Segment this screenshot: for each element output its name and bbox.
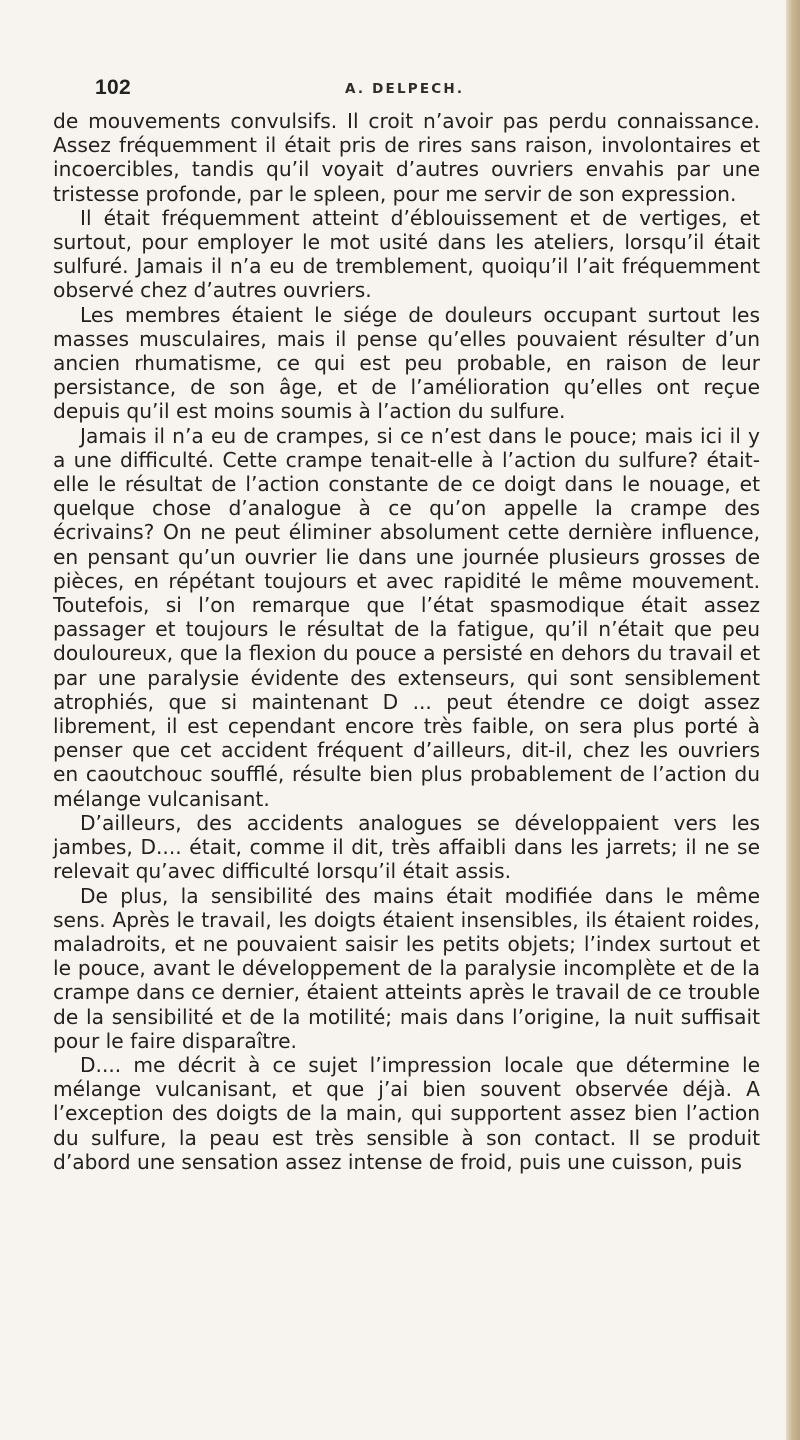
paragraph: D.... me décrit à ce sujet l’impression locale que détermine le mélange vulcanisant, et que j’ai bien souvent observée déjà. A l’exception des doigts de la main, qui supportent assez bien l’action du sulfure, la peau est très sensible à son contact. Il se produit d’abord une sensation assez intense de froid, puis une cuisson, puis (53, 1052, 760, 1174)
paragraph: Les membres étaient le siége de douleurs occupant surtout les masses musculaires, mais il pense qu’elles pouvaient résulter d’un ancien rhumatisme, ce qui est peu probable, en raison de leur persistance, de son âge, et de l’amélioration qu’elles ont reçue depuis qu’il est moins soumis à l’action du sulfure. (53, 302, 760, 424)
running-header (95, 76, 715, 112)
paragraph: De plus, la sensibilité des mains était modifiée dans le même sens. Après le travail, les doigts étaient insensibles, ils étaient roides, maladroits, et ne pouvaient saisir les petits objets; l’index surtout et le pouce, avant le développement de la paralysie incomplète et de la crampe dans ce dernier, étaient atteints après le travail de ce trouble de la sensibilité et de la motilité; mais dans l’origine, la nuit suffisait pour le faire disparaître. (53, 883, 760, 1053)
paragraph: Il était fréquemment atteint d’éblouissement et de vertiges, et surtout, pour employer le mot usité dans les ateliers, lorsqu’il était sulfuré. Jamais il n’a eu de tremblement, quoiqu’il l’ait fréquemment observé chez d’autres ouvriers. (53, 205, 760, 303)
page-edge-shadow (786, 0, 800, 1440)
paragraph: de mouvements convulsifs. Il croit n’avoir pas perdu connaissance. Assez fréquemment il était pris de rires sans raison, involontaires et incoercibles, tandis qu’il voyait d’autres ouvriers envahis par une tristesse profonde, par le spleen, pour me servir de son expression. (53, 109, 760, 206)
paragraph: Jamais il n’a eu de crampes, si ce n’est dans le pouce; mais ici il y a une difficulté. Cette crampe tenait-elle à l’action du sulfure? était-elle le résultat de l’action constante de ce doigt dans le nouage, et quelque chose d’analogue à ce qu’on appelle la crampe des écrivains? On ne peut éliminer absolument cette dernière influence, en pensant qu’un ouvrier lie dans une journée plusieurs grosses de pièces, en répétant toujours et avec rapidité le même mouvement. Toutefois, si l’on remarque que l’état spasmodique était assez passager et toujours le résultat de la fatigue, qu’il n’était que peu douloureux, que la flexion du pouce a persisté en dehors du travail et par une paralysie évidente des extenseurs, qui sont sensiblement atrophiés, que si maintenant D ... peut étendre ce doigt assez librement, il est cependant encore très faible, on sera plus porté à penser que cet accident fréquent d’ailleurs, dit-il, chez les ouvriers en caoutchouc soufflé, résulte bien plus probablement de l’action du mélange vulcanisant. (53, 423, 760, 811)
paragraph: D’ailleurs, des accidents analogues se développaient vers les jambes, D.... était, comme il dit, très affaibli dans les jarrets; il ne se relevait qu’avec difficulté lorsqu’il était assis. (53, 810, 760, 884)
running-head-author: A. DELPECH. (345, 81, 465, 97)
page-number: 102 (95, 76, 131, 99)
body-text (53, 109, 760, 1174)
